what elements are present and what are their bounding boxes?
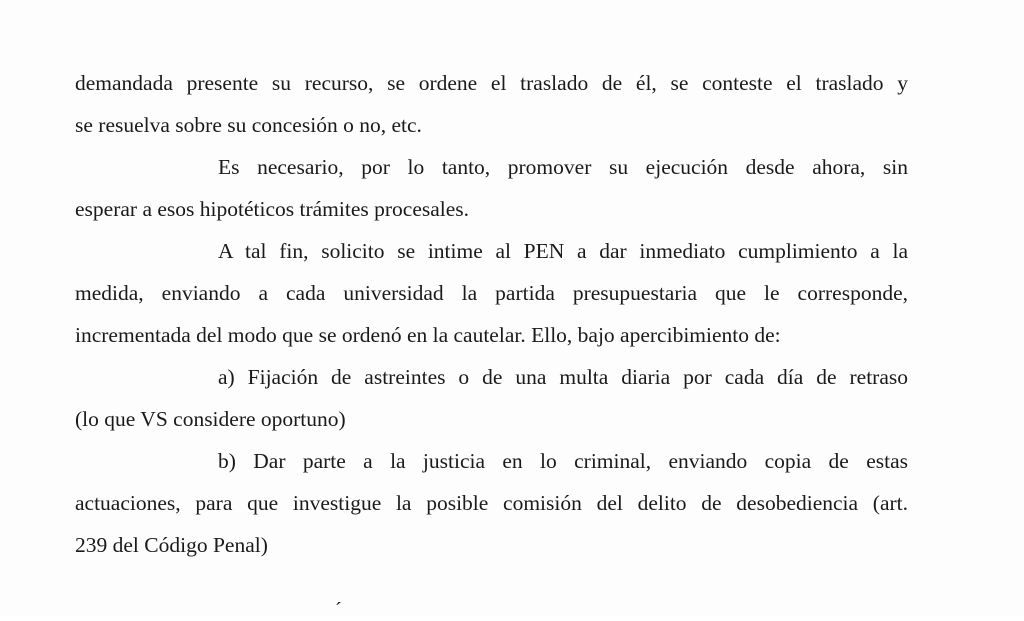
text-line: se resuelva sobre su concesión o no, etc. — [75, 113, 422, 137]
list-item-a: a) Fijación de astreintes o de una multa diaria por cada día de retraso — [218, 365, 908, 389]
text-line: esperar a esos hipotéticos trámites procesales. — [75, 197, 470, 221]
cut-off-accent-mark: ´ — [335, 599, 342, 621]
text-line: demandada presente su recurso, se ordene el traslado de él, se conteste el traslado y — [75, 71, 908, 95]
text-line: A tal fin, solicito se intime al PEN a dar inmediato cumplimiento a la — [218, 239, 908, 263]
text-line: actuaciones, para que investigue la posible comisión del delito de desobediencia (art. — [75, 491, 908, 515]
list-item-b: b) Dar parte a la justicia en lo criminal, enviando copia de estas — [218, 449, 908, 473]
text-line: 239 del Código Penal) — [75, 533, 268, 557]
text-line: incrementada del modo que se ordenó en la cautelar. Ello, bajo apercibimiento de: — [75, 323, 781, 347]
text-line: (lo que VS considere oportuno) — [75, 407, 346, 431]
text-line: medida, enviando a cada universidad la partida presupuestaria que le corresponde, — [75, 281, 908, 305]
text-line: Es necesario, por lo tanto, promover su ejecución desde ahora, sin — [218, 155, 908, 179]
